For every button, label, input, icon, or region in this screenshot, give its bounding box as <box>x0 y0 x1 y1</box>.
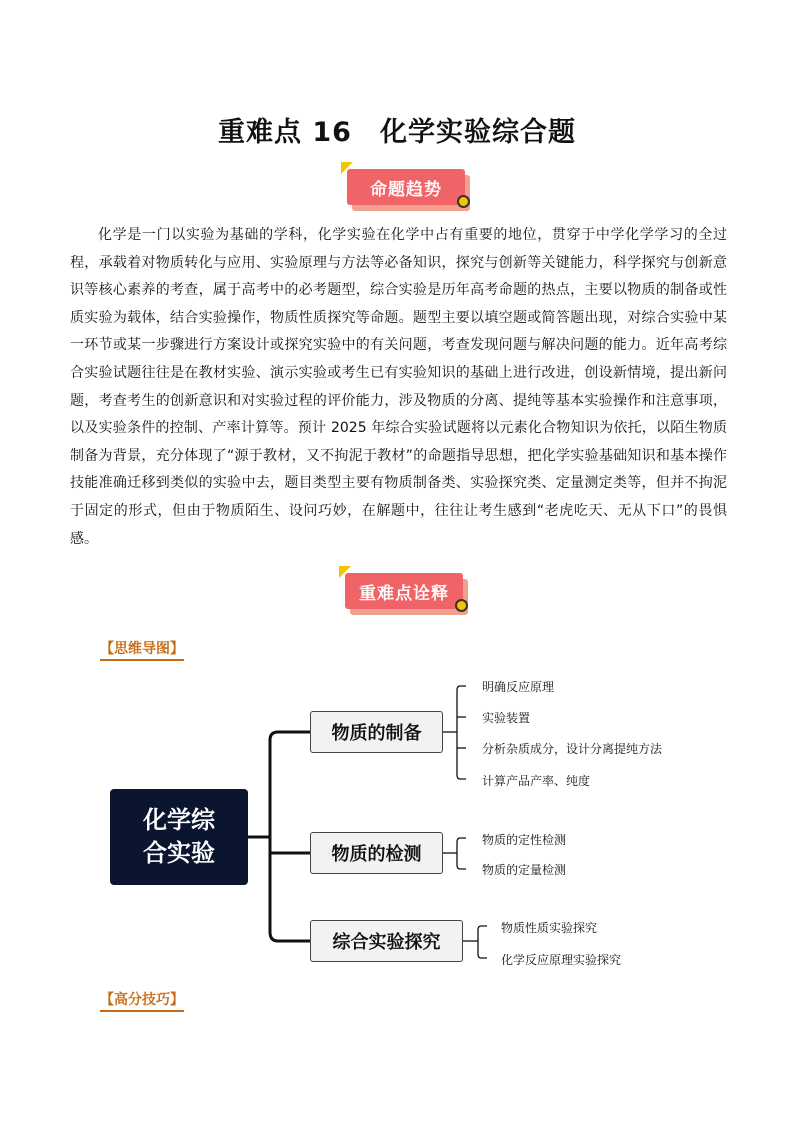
leaf-item: 物质性质实验探究 <box>501 921 598 935</box>
page-title: 重难点 16 化学实验综合题 <box>218 117 576 148</box>
skills-heading: 【高分技巧】 <box>100 989 184 1012</box>
leaf-bracket <box>457 686 466 779</box>
leaf-item: 物质的定性检测 <box>482 833 567 847</box>
trend-badge-label: 命题趋势 <box>347 169 465 205</box>
mindmap-heading: 【思维导图】 <box>100 638 184 661</box>
leaf-item: 明确反应原理 <box>482 680 555 694</box>
explain-badge-label: 重难点诠释 <box>345 573 463 609</box>
mind-map-root <box>110 789 248 885</box>
trunk-connector <box>270 732 310 941</box>
branch-detection: 物质的检测 <box>310 832 443 874</box>
branch-preparation: 物质的制备 <box>310 711 443 753</box>
leaf-bracket <box>457 838 466 869</box>
leaf-item: 物质的定量检测 <box>482 863 567 877</box>
leaf-item: 计算产品产率、纯度 <box>482 774 591 788</box>
leaf-item: 化学反应原理实验探究 <box>501 953 622 967</box>
leaf-item: 分析杂质成分，设计分离提纯方法 <box>482 742 663 756</box>
intro-paragraph: 化学是一门以实验为基础的学科，化学实验在化学中占有重要的地位，贯穿于中学化学学习的全过程，承载着对物质转化与应用、实验原理与方法等必备知识，探究与创新等关键能力，科学探究与创新意识等核心素养的考查，属于高考中的必考题型，综合实验是历年高考命题的热点，主要以物质的制备或性质实验为载体，结合实验操作，物质性质探究等命题。题型主要以填空题或简答题出现，对综合实验中某一环节或某一步骤进行方案设计或探究实验中的有关问题，考查发现问题与解决问题的能力。近年高考综合实验试题往往是在教材实验、演示实验或考生已有实验知识的基础上进行改进，创设新情境，提出新问题，考查考生的创新意识和对实验过程的评价能力，涉及物质的分离、提纯等基本实验操作和注意事项，以及实验条件的控制、产率计算等。预计 2025 年综合实验试题将以元素化合物知识为依托，以陌生物质制备为背景，充分体现了“源于教材，又不拘泥于教材”的命题指导思想，把化学实验基础知识和基本操作技能准确迁移到类似的实验中去，题目类型主要有物质制备类、实验探究类、定量测定类等，但并不拘泥于固定的形式，但由于物质陌生、设问巧妙，在解题中，往往让考生感到“老虎吃天、无从下口”的畏惧感。 <box>70 227 727 547</box>
root-label: 化学综合实验 <box>143 806 215 867</box>
leaf-bracket <box>478 926 487 958</box>
leaf-item: 实验装置 <box>482 711 531 725</box>
branch-exploration: 综合实验探究 <box>310 920 463 962</box>
